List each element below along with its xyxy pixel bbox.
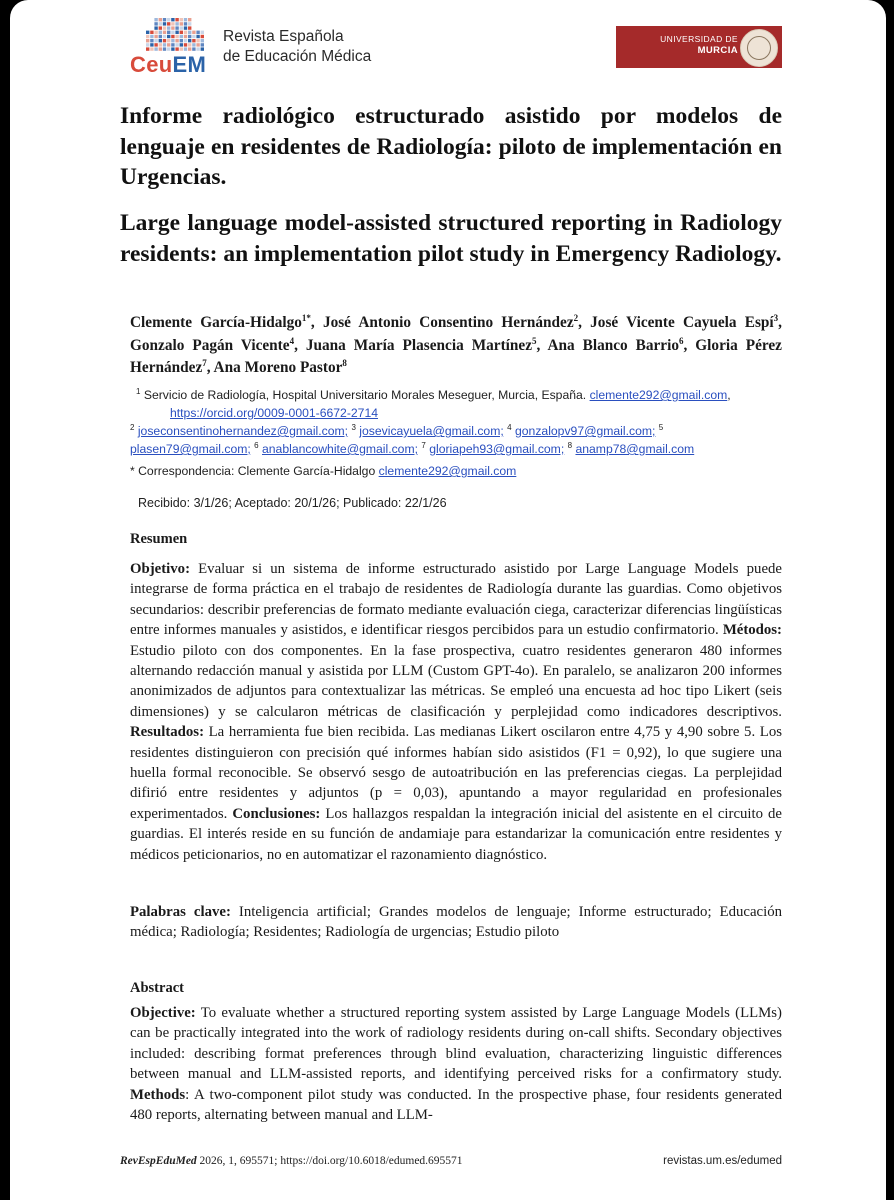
author-email-link[interactable]: josevicayuela@gmail.com;	[359, 424, 504, 438]
mosaic-tile	[201, 35, 204, 38]
author-affiliation-mark: 1*	[301, 312, 311, 323]
footer-citation: RevEspEduMed 2026, 1, 695571; https://doi.org/10.6018/edumed.695571	[120, 1155, 463, 1167]
logo-text-ceu: Ceu	[130, 52, 173, 77]
author-email-link[interactable]: plasen79@gmail.com;	[130, 442, 251, 456]
mosaic-tile	[171, 39, 174, 42]
author-affiliation-mark: 2	[573, 312, 579, 323]
mosaic-tile	[159, 26, 162, 29]
author-email-link[interactable]: joseconsentinohernandez@gmail.com;	[137, 424, 349, 438]
footer-site: revistas.um.es/edumed	[663, 1155, 782, 1167]
mosaic-tile	[196, 39, 199, 42]
mosaic-tile	[188, 18, 191, 21]
mosaic-tile	[171, 47, 174, 50]
title-spanish: Informe radiológico estructurado asistido por modelos de lenguaje en residentes de Radiología: piloto de implementación en Urgencias.	[120, 103, 782, 190]
correspondence-email-link[interactable]: clemente292@gmail.com	[378, 464, 517, 478]
mosaic-tile	[180, 47, 183, 50]
email-affiliation-mark: 4	[507, 422, 512, 432]
resumen-body: Objetivo: Evaluar si un sistema de informe estructurado asistido por Large Language Models puede integrarse de forma práctica en el trabajo de residentes de Radiología durante las guardias. Como objetivos secundarios: describir preferencias de formato mediante evaluación ciega, caracterizar diferencias lingüísticas entre informes manuales y asistidos, e identificar riesgos percibidos para un estudio confirmatorio. Métodos: Estudio piloto con dos componentes. En la fase prospectiva, cuatro residentes generaron 480 informes alternando redacción manual y asistida por LLM (Custom GPT-4o). En paralelo, se analizaron 200 informes anonimizados de adjuntos para contextualizar las métricas. Se empleó una encuesta ad hoc tipo Likert (seis dimensiones) y se calcularon métricas de clasificación y perplejidad como indicadores descriptivos. Resultados: La herramienta fue bien recibida. Las medianas Likert oscilaron entre 4,75 y 4,90 sobre 5. Los residentes distinguieron con precisión qué informes habían sido asistidos (F1 = 0,92), lo que sugiere una huella formal reconocible. Se observó sesgo de autoatribución en las preferencias ciegas. La perplejidad difirió entre residentes y adjuntos (p = 0,03), apuntando a mayor regularidad en profesionales experimentados. Conclusiones: Los hallazgos respaldan la integración inicial del asistente en el circuito de guardias. El interés reside en su función de andamiaje para estandarizar la comunicación entre residentes y médicos peticionarios, no en automatizar el razonamiento diagnóstico.	[130, 561, 782, 863]
mosaic-tile	[163, 22, 166, 25]
mosaic-tile	[188, 39, 191, 42]
mosaic-tile	[167, 43, 170, 46]
mosaic-tile	[146, 43, 149, 46]
mosaic-tile	[180, 43, 183, 46]
mosaic-tile	[167, 47, 170, 50]
mosaic-tile	[171, 43, 174, 46]
mosaic-tile	[146, 39, 149, 42]
mosaic-tile	[175, 47, 178, 50]
mosaic-tile	[201, 47, 204, 50]
mosaic-tile	[159, 18, 162, 21]
keywords: Palabras clave: Inteligencia artificial; Grandes modelos de lenguaje; Informe estructurado; Educación médica; Radiología; Residentes; Radiología de urgencias; Estudio piloto	[130, 904, 783, 941]
mosaic-tile	[184, 35, 187, 38]
mosaic-tile	[175, 26, 178, 29]
author-name: Ana Blanco Barrio	[547, 336, 679, 354]
author-email-link[interactable]: anablancowhite@gmail.com;	[262, 442, 418, 456]
mosaic-tile	[163, 35, 166, 38]
mosaic-tile	[171, 35, 174, 38]
mosaic-tile	[167, 39, 170, 42]
mosaic-tile	[159, 35, 162, 38]
mosaic-tile	[184, 22, 187, 25]
author-affiliation-mark: 3	[773, 312, 779, 323]
logo-text-em: EM	[172, 52, 207, 77]
mosaic-tile	[188, 43, 191, 46]
mosaic-tile	[188, 35, 191, 38]
mosaic-tile	[154, 47, 157, 50]
author-name: Gloria Pérez Hernández	[130, 336, 782, 376]
mosaic-tile	[154, 31, 157, 34]
mosaic-tile	[167, 22, 170, 25]
mosaic-tile	[163, 39, 166, 42]
author-list: Clemente García-Hidalgo$^{1*}$, José Antonio Consentino Hernández$^2$, José Vicente Cayuela Espí$^3$, Gonzalo Pagán Vicente$^4$, Juana María Plasencia Martínez$^5$, Ana Blanco Barrio$^6$, Gloria Pérez Hernández$^7$, Ana Moreno Pastor$^8$	[130, 312, 782, 376]
mosaic-tile	[146, 31, 149, 34]
mosaic-tile	[188, 26, 191, 29]
mosaic-tile	[167, 31, 170, 34]
mosaic-tile	[159, 43, 162, 46]
mosaic-tile	[154, 26, 157, 29]
univ-line-2: MURCIA	[697, 45, 738, 56]
mosaic-tile	[180, 26, 183, 29]
author-affiliation-mark: 7	[202, 357, 207, 368]
mosaic-tile	[150, 31, 153, 34]
mosaic-tile	[184, 43, 187, 46]
mosaic-tile	[159, 39, 162, 42]
mosaic-tile	[150, 39, 153, 42]
mosaic-tile	[192, 47, 195, 50]
mosaic-tile	[150, 35, 153, 38]
mosaic-tile	[184, 26, 187, 29]
mosaic-tile	[201, 39, 204, 42]
mosaic-tile	[167, 18, 170, 21]
correspondence: * Correspondencia: Clemente García-Hidalgo clemente292@gmail.com	[130, 464, 517, 478]
mosaic-tile	[171, 31, 174, 34]
orcid-link[interactable]: https://orcid.org/0009-0001-6672-2714	[170, 406, 379, 420]
mosaic-tile	[163, 43, 166, 46]
abstract-heading: Abstract	[130, 980, 184, 996]
mosaic-tile	[184, 39, 187, 42]
mosaic-icon	[146, 18, 206, 52]
ceuem-logo	[128, 14, 228, 80]
mosaic-tile	[192, 31, 195, 34]
mosaic-tile	[163, 18, 166, 21]
author-name: Juana María Plasencia Martínez	[305, 336, 532, 354]
affiliation-1-email-link[interactable]: clemente292@gmail.com	[589, 388, 728, 402]
abstract-body: Objective: To evaluate whether a structured reporting system assisted by Large Language Models (LLMs) can be practically integrated into the work of radiology residents during on-call shifts. Secondary objectives included: describing format preferences through blind evaluation, characterizing linguistic differences between manual and LLM-assisted reports, and identifying perceived risks for a confirmatory study. Methods: A two-component pilot study was conducted. In the prospective phase, four residents generated 480 reports, alternating between manual and LLM-	[130, 1005, 782, 1124]
mosaic-tile	[180, 31, 183, 34]
author-name: José Antonio Consentino Hernández	[322, 314, 574, 331]
mosaic-tile	[188, 22, 191, 25]
mosaic-tile	[171, 26, 174, 29]
mosaic-tile	[175, 43, 178, 46]
mosaic-tile	[150, 47, 153, 50]
mosaic-tile	[163, 26, 166, 29]
author-name: José Vicente Cayuela Espí	[590, 314, 774, 331]
mosaic-tile	[175, 39, 178, 42]
mosaic-tile	[150, 43, 153, 46]
university-seal-icon	[740, 29, 778, 67]
email-affiliation-mark: 3	[351, 422, 356, 432]
mosaic-tile	[180, 18, 183, 21]
mosaic-tile	[175, 22, 178, 25]
mosaic-tile	[163, 47, 166, 50]
mosaic-tile	[159, 47, 162, 50]
mosaic-tile	[192, 43, 195, 46]
author-email-link[interactable]: gonzalopv97@gmail.com;	[514, 424, 656, 438]
page-header	[10, 0, 886, 90]
mosaic-tile	[171, 18, 174, 21]
mosaic-tile	[180, 35, 183, 38]
title-english: Large language model-assisted structured reporting in Radiology residents: an implementation pilot study in Emergency Radiology.	[120, 210, 782, 267]
mosaic-tile	[196, 31, 199, 34]
mosaic-tile	[159, 31, 162, 34]
mosaic-tile	[192, 35, 195, 38]
journal-name: Revista Española de Educación Médica	[223, 28, 372, 65]
document-page	[10, 0, 886, 1200]
mosaic-tile	[201, 43, 204, 46]
resumen-heading: Resumen	[130, 531, 188, 547]
author-affiliation-mark: 4	[289, 335, 295, 346]
author-email-link[interactable]: gloriapeh93@gmail.com;	[429, 442, 565, 456]
mosaic-tile	[154, 43, 157, 46]
publication-dates: Recibido: 3/1/26; Aceptado: 20/1/26; Publicado: 22/1/26	[138, 496, 447, 510]
email-affiliation-mark: 6	[254, 440, 259, 450]
mosaic-tile	[184, 31, 187, 34]
mosaic-tile	[146, 35, 149, 38]
mosaic-tile	[188, 47, 191, 50]
mosaic-tile	[167, 35, 170, 38]
mosaic-tile	[196, 47, 199, 50]
mosaic-tile	[196, 35, 199, 38]
mosaic-tile	[175, 18, 178, 21]
mosaic-tile	[188, 31, 191, 34]
mosaic-tile	[154, 22, 157, 25]
affiliations	[130, 386, 782, 480]
mosaic-tile	[175, 35, 178, 38]
author-emails	[130, 422, 782, 458]
mosaic-tile	[180, 22, 183, 25]
email-affiliation-mark: 7	[421, 440, 426, 450]
mosaic-tile	[184, 47, 187, 50]
mosaic-tile	[192, 39, 195, 42]
mosaic-tile	[154, 35, 157, 38]
author-name: Gonzalo Pagán Vicente	[130, 336, 290, 354]
author-name: Clemente García-Hidalgo	[130, 314, 302, 331]
author-name: Ana Moreno Pastor	[213, 359, 343, 376]
email-affiliation-mark: 2	[130, 422, 135, 432]
mosaic-tile	[180, 39, 183, 42]
mosaic-tile	[175, 31, 178, 34]
mosaic-tile	[146, 47, 149, 50]
email-affiliation-mark: 8	[567, 440, 573, 450]
mosaic-tile	[154, 39, 157, 42]
affiliation-1: $^1$ Servicio de Radiología, Hospital Universitario Morales Meseguer, Murcia, España. clemente292@gmail.com, https://orcid.org/0009-0001-6672-2714	[136, 386, 731, 420]
author-affiliation-mark: 5	[532, 335, 537, 346]
university-logo	[616, 26, 782, 68]
mosaic-tile	[201, 31, 204, 34]
mosaic-tile	[163, 31, 166, 34]
mosaic-tile	[154, 18, 157, 21]
mosaic-tile	[159, 22, 162, 25]
email-affiliation-mark: 5	[658, 422, 664, 432]
mosaic-tile	[167, 26, 170, 29]
author-email-link[interactable]: anamp78@gmail.com	[575, 442, 695, 456]
mosaic-tile	[196, 43, 199, 46]
author-affiliation-mark: 6	[678, 335, 684, 346]
author-affiliation-mark: 8	[342, 357, 347, 368]
univ-line-1: UNIVERSIDAD DE	[660, 34, 738, 44]
mosaic-tile	[184, 18, 187, 21]
mosaic-tile	[171, 22, 174, 25]
